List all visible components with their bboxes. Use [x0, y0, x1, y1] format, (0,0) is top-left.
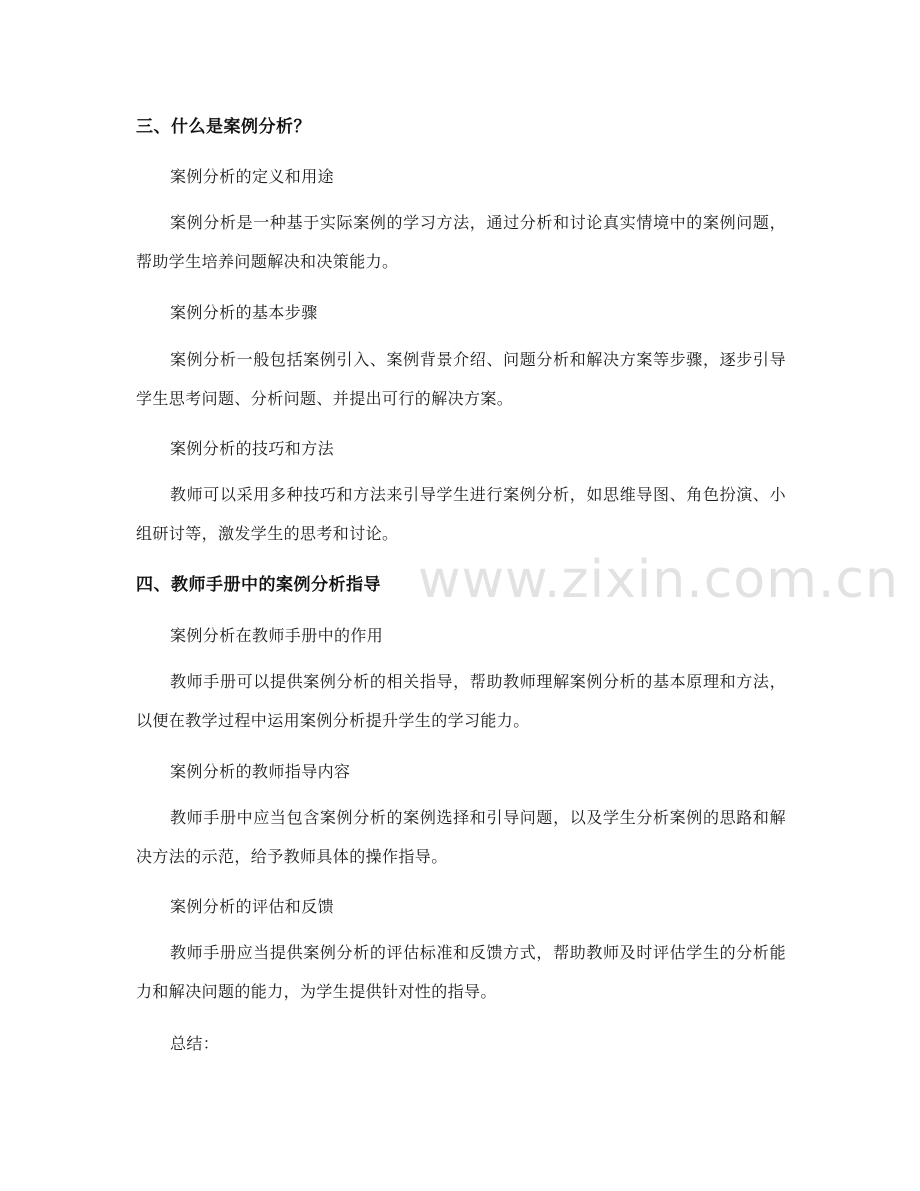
subheading-case-analysis-steps: 案例分析的基本步骤 [170, 303, 318, 322]
paragraph-case-analysis-techniques: 教师可以采用多种技巧和方法来引导学生进行案例分析，如思维导图、角色扮演、小组研讨等，激发学生的思考和讨论。 [136, 485, 786, 543]
paragraph-role-in-handbook: 教师手册可以提供案例分析的相关指导，帮助教师理解案例分析的基本原理和方法，以便在教学过程中运用案例分析提升学生的学习能力。 [136, 672, 786, 730]
subheading-case-analysis-definition: 案例分析的定义和用途 [170, 167, 335, 186]
subheading-evaluation-feedback: 案例分析的评估和反馈 [170, 897, 335, 916]
paragraph-teacher-guidance-content: 教师手册中应当包含案例分析的案例选择和引导问题，以及学生分析案例的思路和解决方法的示范，给予教师具体的操作指导。 [136, 808, 786, 866]
paragraph-case-analysis-steps: 案例分析一般包括案例引入、案例背景介绍、问题分析和解决方案等步骤，逐步引导学生思考问题、分析问题、并提出可行的解决方案。 [136, 350, 786, 408]
subheading-case-analysis-techniques: 案例分析的技巧和方法 [170, 439, 335, 458]
section-heading-4: 四、教师手册中的案例分析指导 [136, 575, 381, 595]
watermark: www.zixin.com.cn [418, 550, 899, 610]
summary-label: 总结： [170, 1034, 220, 1053]
paragraph-case-analysis-definition: 案例分析是一种基于实际案例的学习方法，通过分析和讨论真实情境中的案例问题，帮助学生培养问题解决和决策能力。 [136, 213, 786, 271]
paragraph-evaluation-feedback: 教师手册应当提供案例分析的评估标准和反馈方式，帮助教师及时评估学生的分析能力和解决问题的能力，为学生提供针对性的指导。 [136, 943, 786, 1001]
subheading-role-in-handbook: 案例分析在教师手册中的作用 [170, 626, 384, 645]
subheading-teacher-guidance-content: 案例分析的教师指导内容 [170, 762, 351, 781]
section-heading-3: 三、什么是案例分析？ [136, 117, 311, 137]
